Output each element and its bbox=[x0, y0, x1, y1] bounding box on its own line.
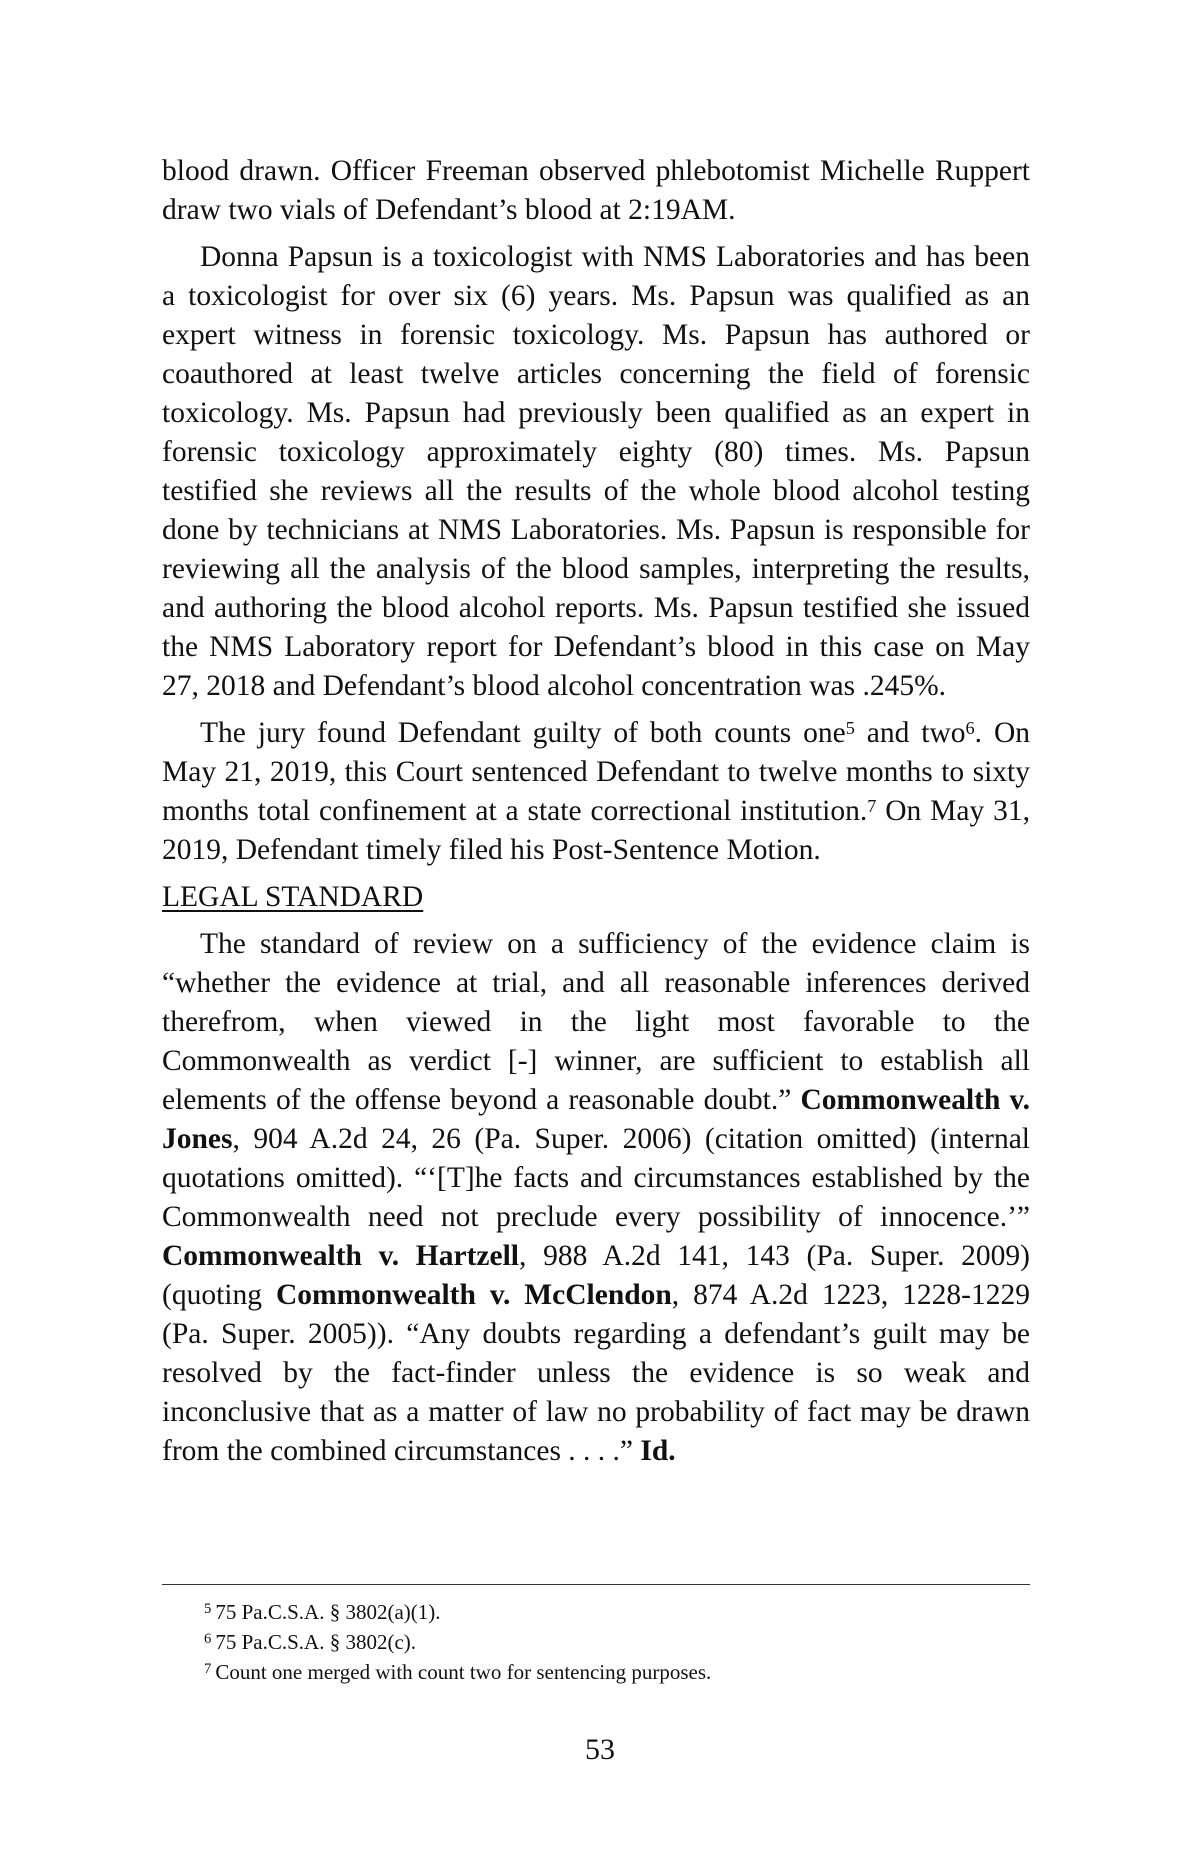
paragraph-text: , 904 A.2d 24, 26 (Pa. Super. 2006) (citation omitted) (internal quotations omitted). “‘[T]he facts and circumstances established by the Commonwealth need not preclude every possibility of innocence.’” bbox=[162, 1123, 1030, 1233]
footnote-text: Count one merged with count two for sentencing purposes. bbox=[215, 1660, 712, 1684]
paragraph-text: On May 31, 2019, Defendant timely filed his Post-Sentence Motion. bbox=[162, 795, 1030, 866]
case-citation: Commonwealth v. McClendon bbox=[275, 1279, 672, 1311]
footnote-6 bbox=[204, 1627, 1030, 1657]
footnote-ref-6[interactable]: 6 bbox=[965, 717, 975, 738]
footnote-number: 5 bbox=[204, 1601, 212, 1618]
paragraph-text: blood drawn. Officer Freeman observed phlebotomist Michelle Ruppert draw two vials of Defendant’s blood at 2:19AM. bbox=[162, 155, 1030, 226]
paragraph-text: , 988 A.2d 141, 143 (Pa. Super. 2009) (quoting bbox=[162, 1240, 1030, 1311]
page-number: 53 bbox=[585, 1733, 615, 1766]
footnotes bbox=[204, 1597, 1030, 1687]
footnote-number: 6 bbox=[204, 1631, 212, 1648]
paragraph-text: . On May 21, 2019, this Court sentenced Defendant to twelve months to sixty months total confinement at a state correctional institution. bbox=[162, 717, 1031, 827]
footnote-text: 75 Pa.C.S.A. § 3802(c). bbox=[215, 1630, 417, 1654]
body-text bbox=[162, 152, 1030, 1479]
paragraph-text: The standard of review on a sufficiency of the evidence claim is “whether the evidence at trial, and all reasonable inferences derived therefrom, when viewed in the light most favorable to the Commonwealth as verdict [-] winner, are sufficient to establish all elements of the offense beyond a reasonable doubt.” bbox=[162, 928, 1030, 1116]
paragraph-text: and two bbox=[854, 717, 966, 749]
paragraph-text: The jury found Defendant guilty of both counts one bbox=[200, 717, 846, 749]
paragraph-continuation bbox=[162, 152, 1030, 230]
section-heading-text: LEGAL STANDARD bbox=[162, 881, 424, 913]
case-citation: Commonwealth v. Hartzell bbox=[162, 1240, 520, 1272]
paragraph-verdict bbox=[162, 714, 1030, 870]
case-citation: Commonwealth v. Jones bbox=[162, 1084, 1030, 1155]
footnote-text: 75 Pa.C.S.A. § 3802(a)(1). bbox=[215, 1600, 441, 1624]
paragraph-text: Donna Papsun is a toxicologist with NMS Laboratories and has been a toxicologist for over six (6) years. Ms. Papsun was qualified as an expert witness in forensic toxicology. Ms. Papsun has authored or coauthored at least twelve articles concerning the field of forensic toxicology. Ms. Papsun had previously been qualified as an expert in forensic toxicology approximately eighty (80) times. Ms. Papsun testified she reviews all the results of the whole blood alcohol testing done by technicians at NMS Laboratories. Ms. Papsun is responsible for reviewing all the analysis of the blood samples, interpreting the results, and authoring the blood alcohol reports. Ms. Papsun testified she issued the NMS Laboratory report for Defendant’s blood in this case on May 27, 2018 and Defendant’s blood alcohol concentration was .245%. bbox=[162, 241, 1030, 702]
footnote-5 bbox=[204, 1597, 1030, 1627]
case-citation: Id. bbox=[640, 1435, 676, 1467]
footnote-7 bbox=[204, 1657, 1030, 1687]
paragraph-text: , 874 A.2d 1223, 1228-1229 (Pa. Super. 2005)). “Any doubts regarding a defendant’s guilt may be resolved by the fact-finder unless the evidence is so weak and inconclusive that as a matter of law no probability of fact may be drawn from the combined circumstances . . . .” bbox=[162, 1279, 1031, 1467]
paragraph-legal-standard bbox=[162, 925, 1030, 1471]
section-heading bbox=[162, 878, 1030, 917]
footnote-divider bbox=[162, 1584, 1030, 1585]
footnote-number: 7 bbox=[204, 1661, 212, 1678]
footnote-ref-5[interactable]: 5 bbox=[845, 717, 855, 738]
footnote-ref-7[interactable]: 7 bbox=[867, 795, 877, 816]
paragraph-toxicologist bbox=[162, 238, 1030, 706]
